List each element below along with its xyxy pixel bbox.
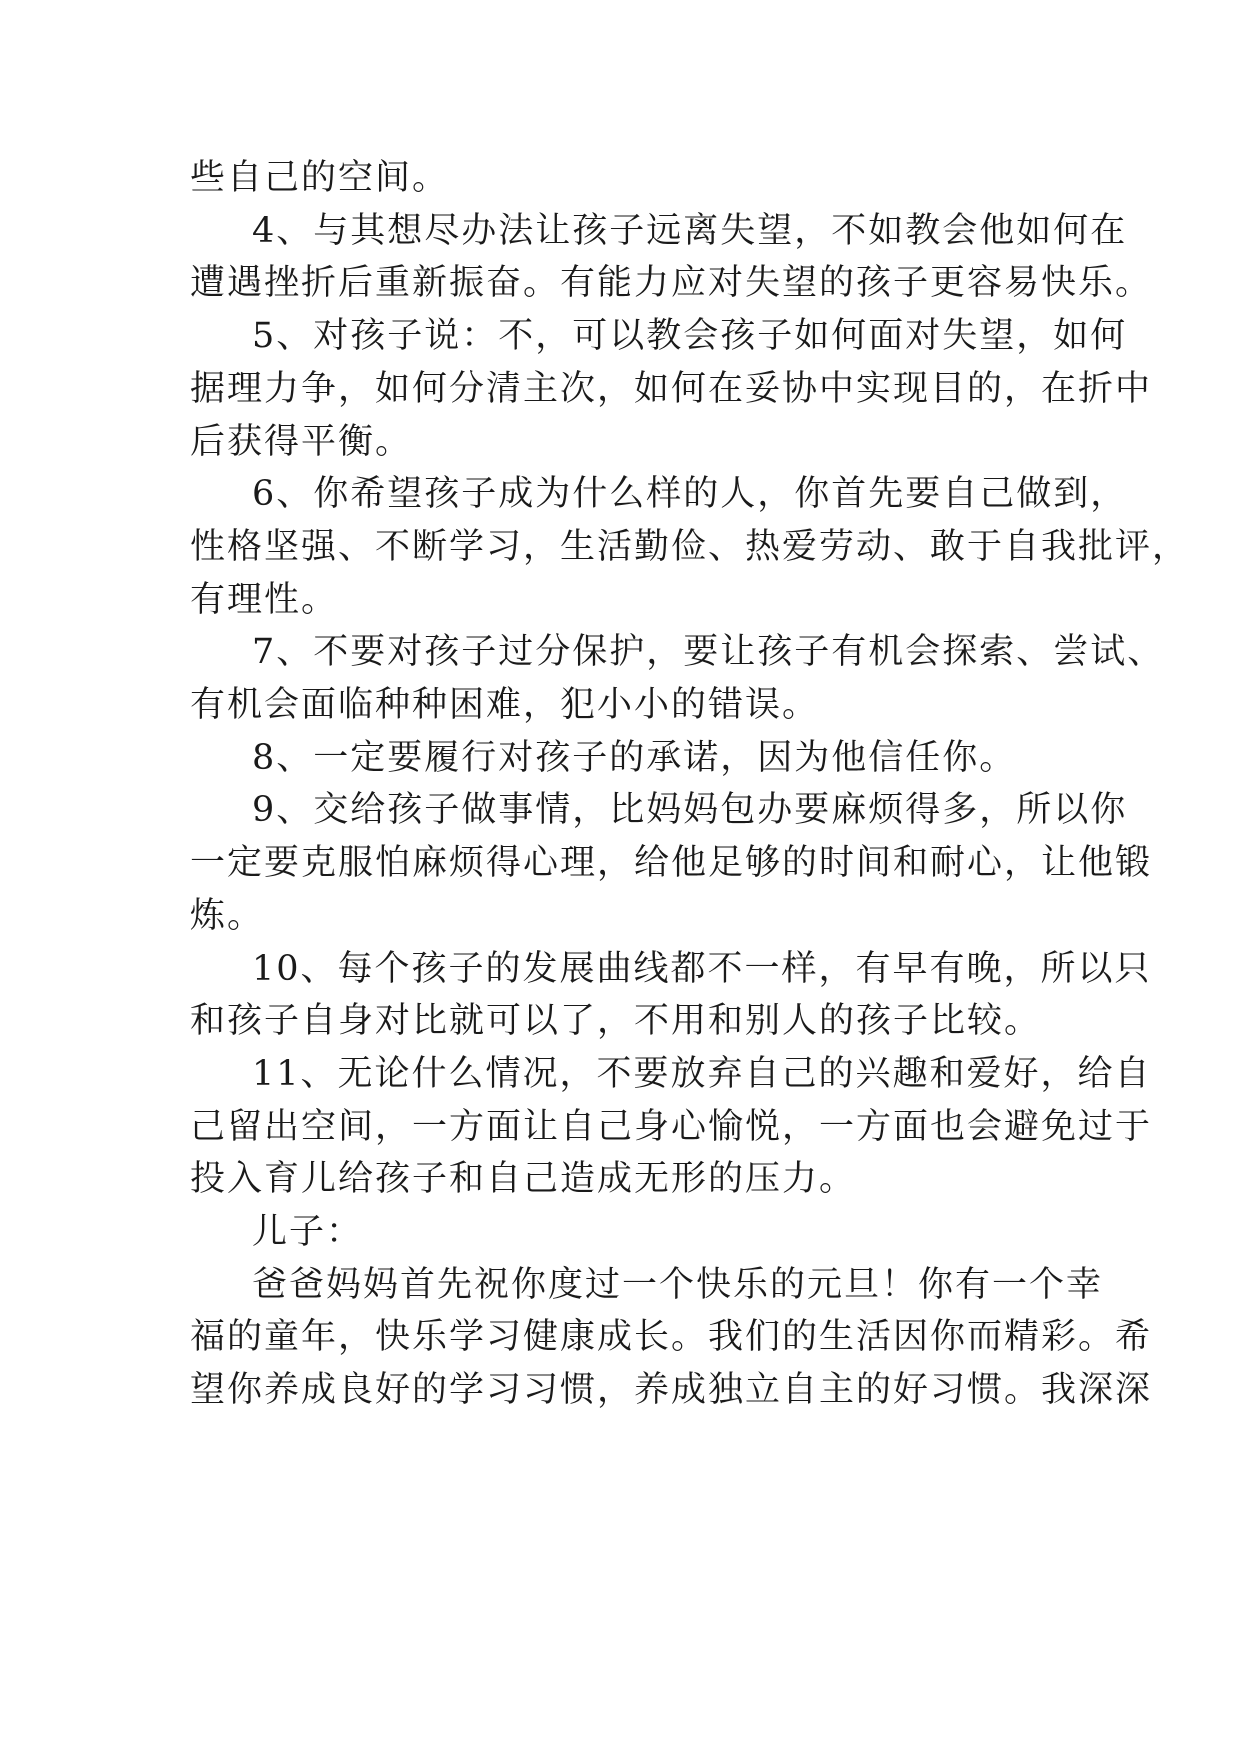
text-line: 儿子： bbox=[252, 1212, 364, 1252]
text-line: 11、无论什么情况，不要放弃自己的兴趣和爱好，给自 bbox=[252, 1053, 1152, 1094]
text-line: 7、不要对孩子过分保护，要让孩子有机会探索、尝试、 bbox=[252, 632, 1165, 673]
text-line: 10、每个孩子的发展曲线都不一样，有早有晚，所以只 bbox=[252, 948, 1152, 989]
text-line: 和孩子自身对比就可以了，不用和别人的孩子比较。 bbox=[190, 1001, 1042, 1042]
text-line: 性格坚强、不断学习，生活勤俭、热爱劳动、敢于自我批评， bbox=[190, 526, 1190, 567]
text-line: 炼。 bbox=[190, 895, 265, 936]
text-line: 爸爸妈妈首先祝你度过一个快乐的元旦！你有一个幸 bbox=[252, 1264, 1104, 1305]
text-line: 望你养成良好的学习习惯，养成独立自主的好习惯。我深深 bbox=[190, 1370, 1153, 1411]
text-line: 有机会面临种种困难，犯小小的错误。 bbox=[190, 685, 820, 725]
text-line: 遭遇挫折后重新振奋。有能力应对失望的孩子更容易快乐。 bbox=[190, 263, 1153, 304]
text-line: 福的童年，快乐学习健康成长。我们的生活因你而精彩。希 bbox=[190, 1317, 1153, 1358]
text-line: 有理性。 bbox=[190, 579, 339, 620]
text-line: 己留出空间，一方面让自己身心愉悦，一方面也会避免过于 bbox=[190, 1106, 1153, 1147]
text-line: 9、交给孩子做事情，比妈妈包办要麻烦得多，所以你 bbox=[252, 790, 1128, 831]
text-line: 4、与其想尽办法让孩子远离失望，不如教会他如何在 bbox=[252, 210, 1128, 251]
text-line: 后获得平衡。 bbox=[190, 421, 413, 462]
text-line: 些自己的空间。 bbox=[190, 158, 450, 198]
text-line: 6、你希望孩子成为什么样的人，你首先要自己做到， bbox=[252, 474, 1128, 515]
text-line: 据理力争，如何分清主次，如何在妥协中实现目的，在折中 bbox=[190, 368, 1153, 409]
text-line: 一定要克服怕麻烦得心理，给他足够的时间和耐心，让他锻 bbox=[190, 843, 1153, 884]
text-line: 8、一定要履行对孩子的承诺，因为他信任你。 bbox=[252, 737, 1017, 778]
text-line: 投入育儿给孩子和自己造成无形的压力。 bbox=[190, 1159, 857, 1200]
text-line: 5、对孩子说：不，可以教会孩子如何面对失望，如何 bbox=[252, 316, 1128, 357]
